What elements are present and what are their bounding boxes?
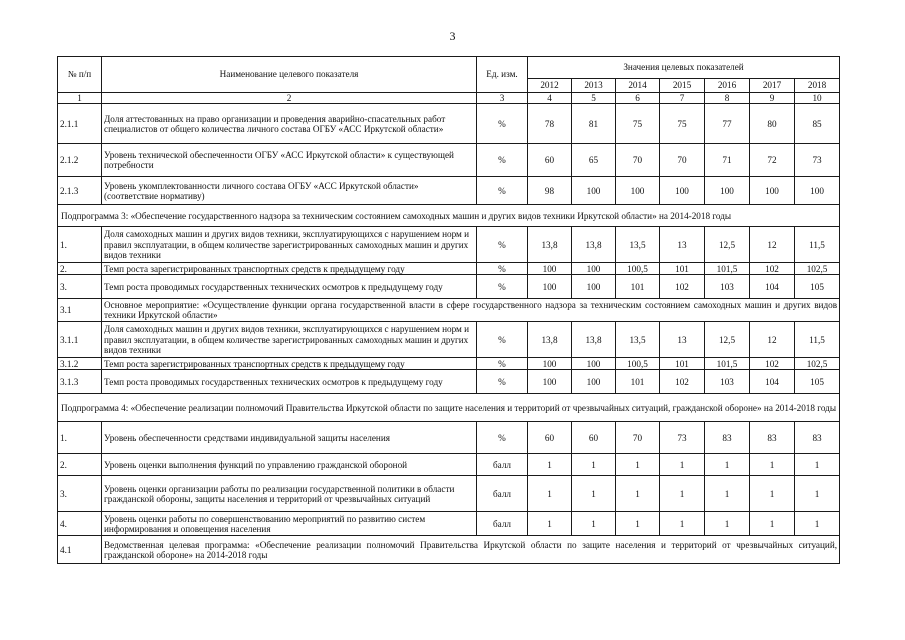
value-cell: 1 [660,476,705,512]
table-row [58,358,840,370]
value-cell: 102 [660,370,705,394]
value-cell: 85 [795,104,840,144]
value-cell: 101 [616,275,660,299]
value-cell: 60 [528,422,572,454]
value-cell: 100 [616,177,660,205]
unit-cell: % [477,104,528,144]
unit-cell: % [477,263,528,275]
row-number: 2.1.3 [58,177,102,205]
value-cell: 13,8 [572,227,616,263]
table-body [58,104,840,564]
value-cell: 102 [750,358,795,370]
table-row [58,370,840,394]
value-cell: 13 [660,227,705,263]
indicator-name: Темп роста проводимых государственных технических осмотров к предыдущему году [102,275,477,299]
value-cell: 100 [528,263,572,275]
value-cell: 1 [705,512,750,536]
subprogram-row [58,205,840,227]
header-name: Наименование целевого показателя [102,57,477,93]
index-cell: 6 [616,93,660,104]
table-row [58,275,840,299]
value-cell: 12 [750,322,795,358]
header-unit: Ед. изм. [477,57,528,93]
value-cell: 100 [572,263,616,275]
indicator-name: Уровень оценки организации работы по реализации государственной политики в области гражданской обороны, защиты населения и территорий от чрезвычайных ситуаций [102,476,477,512]
value-cell: 13 [660,322,705,358]
row-number: 2. [58,454,102,476]
table-row [58,322,840,358]
value-cell: 1 [750,512,795,536]
indicator-name: Уровень технической обеспеченности ОГБУ «АСС Иркутской области» к существующей потребности [102,144,477,177]
value-cell: 71 [705,144,750,177]
index-cell: 5 [572,93,616,104]
row-number: 1. [58,227,102,263]
row-number: 4. [58,512,102,536]
value-cell: 100 [795,177,840,205]
value-cell: 83 [795,422,840,454]
indicator-name: Уровень укомплектованности личного состава ОГБУ «АСС Иркутской области» (соответствие нормативу) [102,177,477,205]
value-cell: 1 [705,476,750,512]
header-year: 2012 [528,79,572,93]
table-row [58,227,840,263]
value-cell: 100 [572,370,616,394]
value-cell: 102 [660,275,705,299]
index-cell: 3 [477,93,528,104]
value-cell: 101,5 [705,263,750,275]
header-year: 2014 [616,79,660,93]
value-cell: 1 [705,454,750,476]
value-cell: 100,5 [616,263,660,275]
value-cell: 11,5 [795,227,840,263]
value-cell: 1 [660,454,705,476]
header-num: № п/п [58,57,102,93]
table-row [58,476,840,512]
value-cell: 1 [616,476,660,512]
value-cell: 72 [750,144,795,177]
value-cell: 83 [705,422,750,454]
value-cell: 100 [528,275,572,299]
unit-cell: % [477,370,528,394]
value-cell: 103 [705,370,750,394]
activity-row [58,299,840,322]
value-cell: 11,5 [795,322,840,358]
value-cell: 1 [572,476,616,512]
unit-cell: % [477,422,528,454]
row-number: 3. [58,275,102,299]
header-year: 2015 [660,79,705,93]
unit-cell: балл [477,512,528,536]
unit-cell: балл [477,454,528,476]
indicator-name: Уровень оценки работы по совершенствованию мероприятий по развитию систем информирования и оповещения населения [102,512,477,536]
index-cell: 2 [102,93,477,104]
activity-title: Основное мероприятие: «Осуществление функции органа государственной власти в сфере государственного надзора за техническим состоянием самоходных машин и других видов техники Иркутской области» [102,299,840,322]
value-cell: 1 [795,454,840,476]
activity-row [58,536,840,564]
value-cell: 1 [528,454,572,476]
table-row [58,454,840,476]
indicator-name: Доля самоходных машин и других видов техники, эксплуатирующихся с нарушением норм и правил эксплуатации, в общем количестве зарегистрированных самоходных машин и других видов техники [102,227,477,263]
value-cell: 13,5 [616,322,660,358]
row-number: 3. [58,476,102,512]
value-cell: 83 [750,422,795,454]
value-cell: 1 [750,454,795,476]
value-cell: 101 [660,358,705,370]
value-cell: 13,8 [528,227,572,263]
value-cell: 1 [616,512,660,536]
value-cell: 100 [528,370,572,394]
value-cell: 102,5 [795,358,840,370]
value-cell: 77 [705,104,750,144]
value-cell: 13,8 [572,322,616,358]
value-cell: 1 [528,476,572,512]
value-cell: 1 [795,476,840,512]
value-cell: 70 [660,144,705,177]
indicator-name: Доля самоходных машин и других видов техники, эксплуатирующихся с нарушением норм и правил эксплуатации, в общем количестве зарегистрированных самоходных машин и других видов техники [102,322,477,358]
value-cell: 1 [660,512,705,536]
header-index-row [58,93,840,104]
value-cell: 100 [572,358,616,370]
table-row [58,422,840,454]
value-cell: 1 [572,454,616,476]
index-cell: 8 [705,93,750,104]
header-year: 2018 [795,79,840,93]
value-cell: 78 [528,104,572,144]
value-cell: 103 [705,275,750,299]
indicators-table [57,56,840,564]
value-cell: 75 [616,104,660,144]
value-cell: 101,5 [705,358,750,370]
indicator-name: Темп роста проводимых государственных технических осмотров к предыдущему году [102,370,477,394]
value-cell: 105 [795,275,840,299]
header-year: 2016 [705,79,750,93]
index-cell: 1 [58,93,102,104]
row-number: 4.1 [58,536,102,564]
value-cell: 80 [750,104,795,144]
indicator-name: Уровень обеспеченности средствами индивидуальной защиты населения [102,422,477,454]
value-cell: 102 [750,263,795,275]
value-cell: 98 [528,177,572,205]
indicator-name: Уровень оценки выполнения функций по управлению гражданской обороной [102,454,477,476]
indicator-name: Доля аттестованных на право организации и проведения аварийно-спасательных работ специалистов от общего количества личного состава ОГБУ «АСС Иркутской области» [102,104,477,144]
value-cell: 1 [572,512,616,536]
unit-cell: % [477,358,528,370]
value-cell: 1 [528,512,572,536]
unit-cell: балл [477,476,528,512]
value-cell: 105 [795,370,840,394]
table-row [58,144,840,177]
value-cell: 12,5 [705,322,750,358]
indicator-name: Темп роста зарегистрированных транспортных средств к предыдущему году [102,358,477,370]
value-cell: 60 [528,144,572,177]
value-cell: 101 [660,263,705,275]
value-cell: 104 [750,275,795,299]
header-values: Значения целевых показателей [528,57,840,79]
value-cell: 100,5 [616,358,660,370]
index-cell: 9 [750,93,795,104]
value-cell: 73 [795,144,840,177]
table-row [58,104,840,144]
value-cell: 101 [616,370,660,394]
row-number: 2.1.2 [58,144,102,177]
row-number: 3.1.1 [58,322,102,358]
subprogram-title: Подпрограмма 4: «Обеспечение реализации полномочий Правительства Иркутской области по защите населения и территорий от чрезвычайных ситуаций, гражданской обороне» на 2014-2018 годы [58,394,840,422]
index-cell: 7 [660,93,705,104]
value-cell: 100 [660,177,705,205]
row-number: 3.1.3 [58,370,102,394]
value-cell: 13,5 [616,227,660,263]
value-cell: 75 [660,104,705,144]
unit-cell: % [477,177,528,205]
row-number: 2. [58,263,102,275]
value-cell: 12 [750,227,795,263]
value-cell: 100 [572,275,616,299]
value-cell: 100 [528,358,572,370]
value-cell: 102,5 [795,263,840,275]
value-cell: 1 [750,476,795,512]
index-cell: 4 [528,93,572,104]
value-cell: 65 [572,144,616,177]
row-number: 3.1 [58,299,102,322]
value-cell: 100 [750,177,795,205]
value-cell: 1 [795,512,840,536]
table-row [58,512,840,536]
value-cell: 100 [705,177,750,205]
table-row [58,263,840,275]
value-cell: 100 [572,177,616,205]
value-cell: 12,5 [705,227,750,263]
header-year: 2013 [572,79,616,93]
row-number: 1. [58,422,102,454]
value-cell: 13,8 [528,322,572,358]
value-cell: 70 [616,422,660,454]
index-cell: 10 [795,93,840,104]
indicator-name: Темп роста зарегистрированных транспортных средств к предыдущему году [102,263,477,275]
unit-cell: % [477,227,528,263]
unit-cell: % [477,322,528,358]
value-cell: 104 [750,370,795,394]
subprogram-title: Подпрограмма 3: «Обеспечение государственного надзора за техническим состоянием самоходных машин и других видов техники Иркутской области» на 2014-2018 годы [58,205,840,227]
unit-cell: % [477,144,528,177]
subprogram-row [58,394,840,422]
activity-title: Ведомственная целевая программа: «Обеспечение реализации полномочий Правительства Иркутской области по защите населения и территорий от чрезвычайных ситуаций, гражданской обороне» на 2014-2018 годы [102,536,840,564]
value-cell: 1 [616,454,660,476]
row-number: 3.1.2 [58,358,102,370]
header-year: 2017 [750,79,795,93]
row-number: 2.1.1 [58,104,102,144]
value-cell: 70 [616,144,660,177]
table-row [58,177,840,205]
value-cell: 60 [572,422,616,454]
value-cell: 73 [660,422,705,454]
unit-cell: % [477,275,528,299]
page-number: 3 [449,29,456,43]
value-cell: 81 [572,104,616,144]
